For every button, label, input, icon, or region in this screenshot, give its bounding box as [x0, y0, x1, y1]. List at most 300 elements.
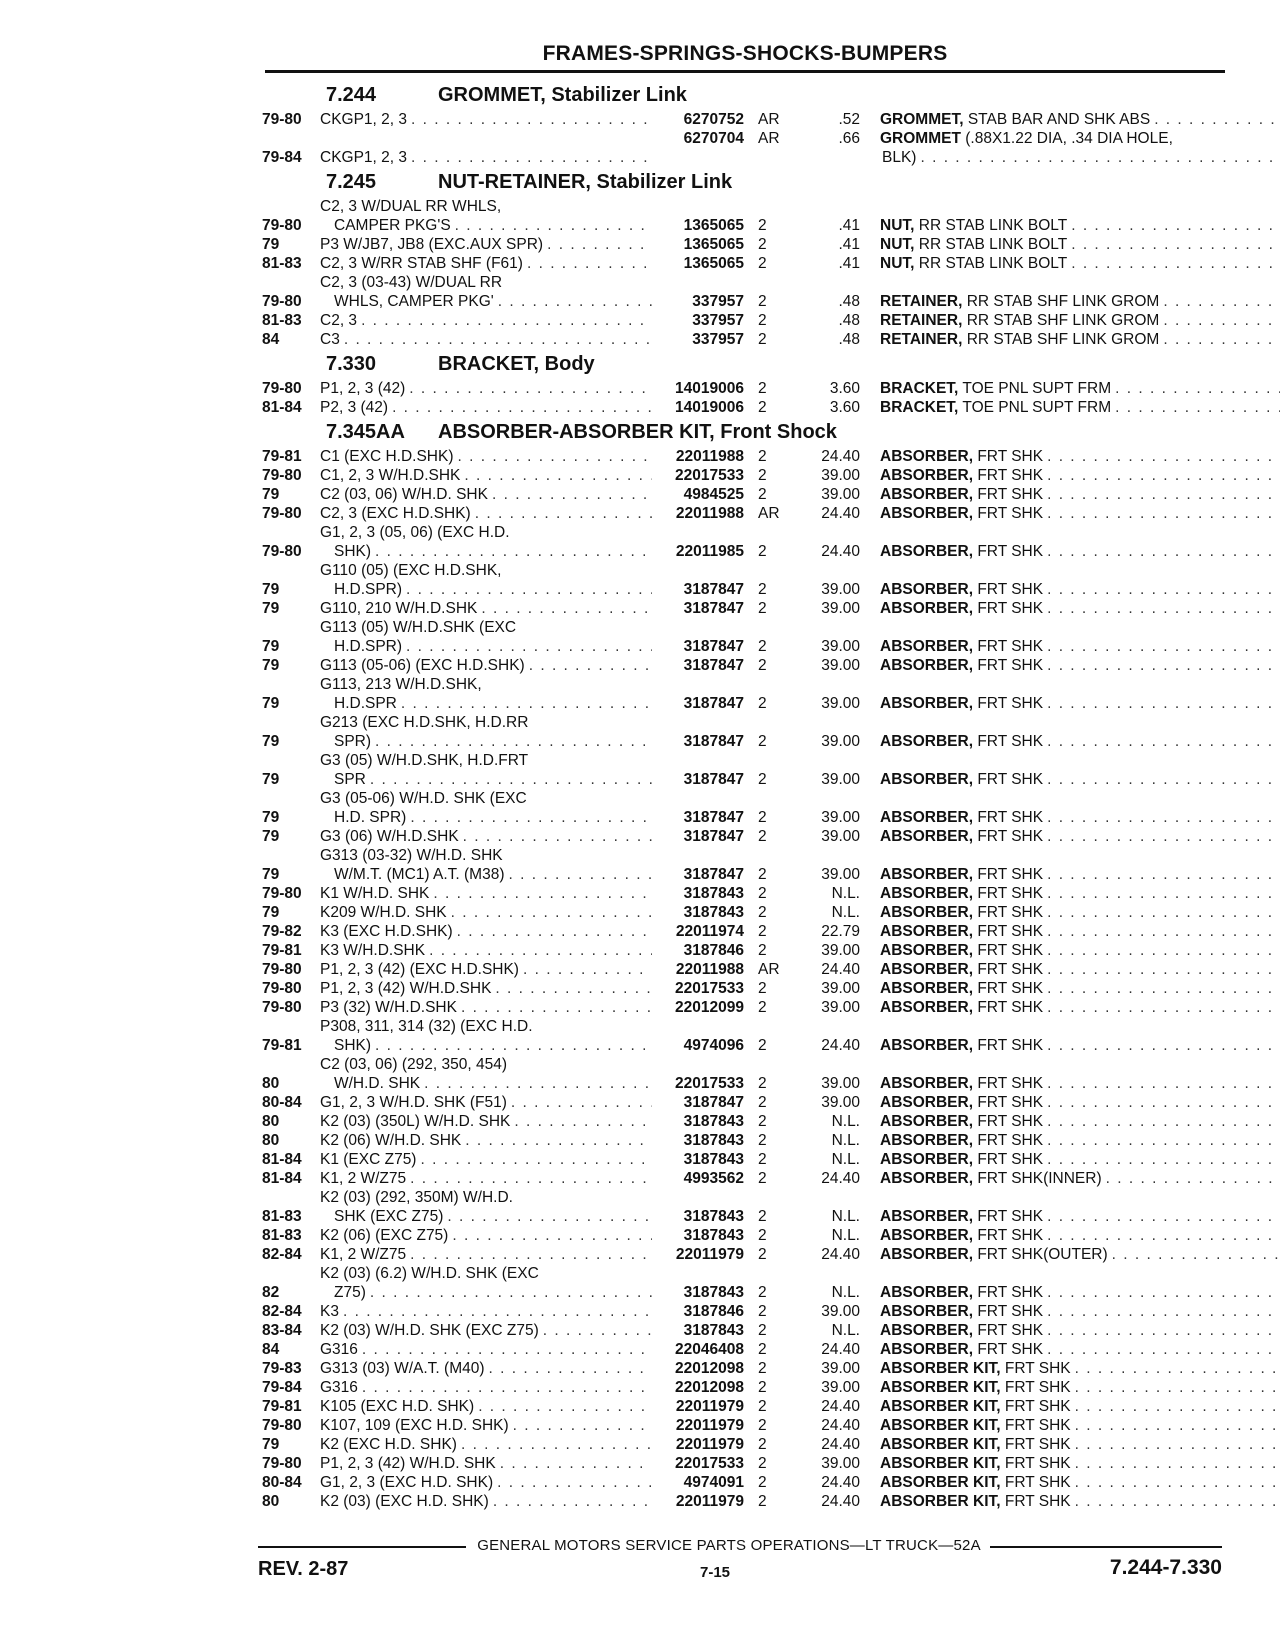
- leader-dots: [1075, 1473, 1280, 1492]
- part-name-bold: ABSORBER,: [880, 904, 974, 921]
- part-number: 22011979: [675, 1493, 744, 1510]
- part-name-bold: ABSORBER KIT,: [880, 1360, 1001, 1377]
- quantity: AR: [758, 111, 780, 128]
- part-name-bold: BRACKET,: [880, 399, 959, 416]
- price: 39.00: [821, 638, 860, 655]
- quantity: 2: [758, 1493, 767, 1510]
- part-name-bold: ABSORBER KIT,: [880, 1493, 1001, 1510]
- part-name: [860, 1378, 1280, 1397]
- part-name-line: [880, 485, 1043, 504]
- part-name-rest: FRT SHK: [977, 1284, 1044, 1301]
- part-name-rest: FRT SHK: [977, 999, 1044, 1016]
- part-name-bold: ABSORBER,: [880, 657, 974, 674]
- part-name: [860, 292, 1280, 311]
- application-desc: [320, 1454, 652, 1473]
- parts-catalog-body: [262, 80, 1228, 1511]
- price: 24.40: [821, 1246, 860, 1263]
- part-name-rest: FRT SHK: [977, 543, 1044, 560]
- application-line-wrap: [320, 1340, 652, 1359]
- model-year: 79-80: [262, 505, 302, 522]
- application-desc: [320, 235, 652, 254]
- quantity: 2: [758, 581, 767, 598]
- model-year: 82-84: [262, 1246, 302, 1263]
- part-name-line: [880, 694, 1043, 713]
- price: .48: [838, 312, 860, 329]
- application-line-wrap: [320, 960, 652, 979]
- quantity: 2: [758, 1151, 767, 1168]
- model-year: 80: [262, 1132, 280, 1149]
- quantity: 2: [758, 1455, 767, 1472]
- part-name-bold: ABSORBER,: [880, 1284, 974, 1301]
- parts-row: [262, 884, 1228, 903]
- leader-dots: [1071, 216, 1280, 235]
- part-name-bold: ABSORBER KIT,: [880, 1455, 1001, 1472]
- application-line: P1, 2, 3 (42) W/H.D. SHK: [320, 1455, 496, 1472]
- part-name: [860, 998, 1280, 1017]
- model-year: 79-82: [262, 923, 302, 940]
- price: 24.40: [821, 1170, 860, 1187]
- quantity: 2: [758, 980, 767, 997]
- application-line: P1, 2, 3 (42) W/H.D.SHK: [320, 980, 492, 997]
- price: 39.00: [821, 1303, 860, 1320]
- part-name-rest: FRT SHK: [1004, 1455, 1071, 1472]
- leader-dots: [1047, 941, 1280, 960]
- part-name: [860, 1226, 1280, 1245]
- application-desc-lines: [320, 1264, 652, 1302]
- application-line-cont: [320, 580, 652, 599]
- part-name-rest: FRT SHK: [1004, 1436, 1071, 1453]
- application-line-wrap: [320, 466, 652, 485]
- leader-dots: [406, 637, 652, 656]
- leader-dots: [362, 1340, 652, 1359]
- part-number: 4974091: [683, 1474, 744, 1491]
- application-line-wrap: [320, 922, 652, 941]
- leader-dots: [424, 1074, 652, 1093]
- model-year: 79-80: [262, 1455, 302, 1472]
- part-name-rest: FRT SHK(OUTER): [977, 1246, 1108, 1263]
- part-name-bold: ABSORBER KIT,: [880, 1474, 1001, 1491]
- part-name-rest: FRT SHK: [977, 1037, 1044, 1054]
- application-desc: [320, 960, 652, 979]
- part-name-line: [880, 466, 1043, 485]
- page-title: FRAMES-SPRINGS-SHOCKS-BUMPERS: [542, 42, 948, 65]
- application-line: G3 (06) W/H.D.SHK: [320, 828, 459, 845]
- application-line: K3 W/H.D.SHK: [320, 942, 426, 959]
- leader-dots: [375, 542, 652, 561]
- application-desc: [320, 1055, 652, 1093]
- part-name: [860, 1169, 1280, 1188]
- part-name-line: [880, 1036, 1043, 1055]
- price: 24.40: [821, 1037, 860, 1054]
- price: 24.40: [821, 1398, 860, 1415]
- application-line-wrap: [320, 1245, 652, 1264]
- part-name-bold: ABSORBER,: [880, 1322, 974, 1339]
- part-name: [860, 1473, 1280, 1492]
- leader-dots: [1047, 1207, 1280, 1226]
- part-name-line: [880, 1416, 1071, 1435]
- application-line-wrap: [320, 827, 652, 846]
- application-line: G213 (EXC H.D.SHK, H.D.RR: [320, 714, 529, 731]
- part-name-line: [880, 1226, 1043, 1245]
- price: 39.00: [821, 1379, 860, 1396]
- parts-row: [262, 1169, 1228, 1188]
- application-line-wrap: [320, 311, 652, 330]
- part-name-extra: BLK): [882, 149, 917, 166]
- application-desc: [320, 1340, 652, 1359]
- parts-row: [262, 1492, 1228, 1511]
- quantity: 2: [758, 1436, 767, 1453]
- parts-row: [262, 1150, 1228, 1169]
- application-desc: [320, 273, 652, 311]
- application-line: K2 (EXC H.D. SHK): [320, 1436, 457, 1453]
- part-name-line: [880, 542, 1043, 561]
- model-year: 81-83: [262, 1227, 302, 1244]
- parts-row: [262, 1245, 1228, 1264]
- application-line: W/M.T. (MC1) A.T. (M38): [334, 866, 505, 883]
- application-desc: [320, 447, 652, 466]
- model-year: 79-81: [262, 942, 302, 959]
- model-year: 79: [262, 904, 280, 921]
- quantity: 2: [758, 999, 767, 1016]
- quantity: 2: [758, 1284, 767, 1301]
- part-name-rest: RR STAB SHF LINK GROM: [966, 312, 1160, 329]
- part-number: 3187847: [683, 809, 744, 826]
- application-desc: [320, 884, 652, 903]
- quantity: AR: [758, 505, 780, 522]
- part-name-line: [880, 1340, 1043, 1359]
- price: N.L.: [831, 904, 860, 921]
- part-name: [860, 1454, 1280, 1473]
- application-line: C2, 3 W/RR STAB SHF (F61): [320, 255, 523, 272]
- part-name: [860, 1093, 1280, 1112]
- model-year: 79-80: [262, 217, 302, 234]
- parts-row: [262, 998, 1228, 1017]
- application-desc: [320, 751, 652, 789]
- application-line: C2, 3 W/DUAL RR WHLS,: [320, 198, 502, 215]
- part-name-rest: FRT SHK: [977, 961, 1044, 978]
- leader-dots: [1047, 922, 1280, 941]
- part-name-rest: FRT SHK: [1004, 1417, 1071, 1434]
- model-year: 79: [262, 771, 280, 788]
- application-line: SPR: [334, 771, 366, 788]
- part-name-line: [880, 1283, 1043, 1302]
- leader-dots: [1163, 311, 1280, 330]
- leader-dots: [1047, 1112, 1280, 1131]
- part-number: 3187846: [683, 1303, 744, 1320]
- leader-dots: [511, 1093, 652, 1112]
- part-name-line: [880, 1378, 1071, 1397]
- leader-dots: [513, 1416, 652, 1435]
- leader-dots: [1115, 398, 1280, 417]
- leader-dots: [411, 148, 652, 167]
- part-name: [860, 732, 1280, 751]
- part-name: [860, 1283, 1280, 1302]
- part-name-line: [880, 1093, 1043, 1112]
- part-number: 1365065: [683, 217, 744, 234]
- parts-row: [262, 311, 1228, 330]
- quantity: 2: [758, 255, 767, 272]
- model-year: 79: [262, 809, 280, 826]
- application-desc: [320, 398, 652, 417]
- part-name-bold: RETAINER,: [880, 293, 963, 310]
- model-year: 79: [262, 657, 280, 674]
- quantity: 2: [758, 1379, 767, 1396]
- parts-row: [262, 1226, 1228, 1245]
- application-line-wrap: [320, 447, 652, 466]
- section-title: BRACKET, Body: [438, 353, 595, 375]
- part-name-bold: ABSORBER,: [880, 486, 974, 503]
- part-name-line: [880, 254, 1067, 273]
- application-line: G1, 2, 3 (EXC H.D. SHK): [320, 1474, 494, 1491]
- part-name-line: [880, 1492, 1071, 1511]
- application-desc: [320, 330, 652, 349]
- price: N.L.: [831, 885, 860, 902]
- price: N.L.: [831, 1284, 860, 1301]
- part-name-bold: ABSORBER,: [880, 1094, 974, 1111]
- parts-row: [262, 561, 1228, 599]
- quantity: 2: [758, 1227, 767, 1244]
- application-desc-lines: [320, 846, 652, 884]
- part-name-bold: ABSORBER,: [880, 733, 974, 750]
- leader-dots: [411, 110, 652, 129]
- application-line: K2 (06) W/H.D. SHK: [320, 1132, 462, 1149]
- application-line: P3 (32) W/H.D.SHK: [320, 999, 457, 1016]
- application-desc: [320, 148, 652, 167]
- model-year: 79-80: [262, 380, 302, 397]
- application-desc: [320, 789, 652, 827]
- application-line: SHK (EXC Z75): [334, 1208, 444, 1225]
- price: N.L.: [831, 1208, 860, 1225]
- leader-dots: [489, 1359, 652, 1378]
- part-name-bold: ABSORBER,: [880, 828, 974, 845]
- quantity: 2: [758, 467, 767, 484]
- part-name-rest: FRT SHK: [977, 1151, 1044, 1168]
- leader-dots: [1047, 656, 1280, 675]
- application-line-cont: [320, 637, 652, 656]
- application-line-wrap: [320, 235, 652, 254]
- parts-row: [262, 675, 1228, 713]
- leader-dots: [362, 1378, 652, 1397]
- application-line: G113, 213 W/H.D.SHK,: [320, 676, 482, 693]
- leader-dots: [523, 960, 652, 979]
- quantity: 2: [758, 657, 767, 674]
- part-number: 3187847: [683, 828, 744, 845]
- part-name: [860, 694, 1280, 713]
- quantity: 2: [758, 733, 767, 750]
- part-name: [860, 398, 1280, 417]
- quantity: 2: [758, 236, 767, 253]
- price: 24.40: [821, 1474, 860, 1491]
- leader-dots: [514, 1112, 652, 1131]
- application-line: SPR): [334, 733, 372, 750]
- application-line-cont: [320, 1283, 652, 1302]
- part-number: 6270704: [683, 130, 744, 147]
- leader-dots: [1047, 808, 1280, 827]
- application-desc-lines: [320, 675, 652, 713]
- part-name-bold: ABSORBER,: [880, 771, 974, 788]
- application-desc-lines: [320, 197, 652, 235]
- application-line-wrap: [320, 398, 652, 417]
- application-desc: [320, 979, 652, 998]
- part-name: [860, 827, 1280, 846]
- part-name-rest: FRT SHK(INNER): [977, 1170, 1102, 1187]
- quantity: 2: [758, 904, 767, 921]
- part-name: [860, 1492, 1280, 1511]
- parts-row: [262, 379, 1228, 398]
- part-number: 3187846: [683, 942, 744, 959]
- application-line-wrap: [320, 1150, 652, 1169]
- part-number: 22046408: [675, 1341, 744, 1358]
- application-line: C2 (03, 06) (292, 350, 454): [320, 1056, 507, 1073]
- price: .41: [838, 255, 860, 272]
- application-line: K1, 2 W/Z75: [320, 1246, 407, 1263]
- section-title: ABSORBER-ABSORBER KIT, Front Shock: [438, 421, 837, 443]
- part-name-bold: ABSORBER,: [880, 1246, 974, 1263]
- leader-dots: [478, 1397, 652, 1416]
- part-name-line: [880, 110, 1150, 129]
- leader-dots: [498, 292, 652, 311]
- price: 39.00: [821, 695, 860, 712]
- leader-dots: [1047, 637, 1280, 656]
- leader-dots: [409, 379, 652, 398]
- price: .48: [838, 293, 860, 310]
- parts-row: [262, 398, 1228, 417]
- leader-dots: [463, 827, 652, 846]
- part-name-bold: ABSORBER,: [880, 581, 974, 598]
- leader-dots: [1047, 542, 1280, 561]
- quantity: 2: [758, 380, 767, 397]
- price: 3.60: [829, 399, 860, 416]
- price: 39.00: [821, 657, 860, 674]
- part-name-line: [880, 1397, 1071, 1416]
- application-line: C2, 3: [320, 312, 358, 329]
- page-number: 7-15: [700, 1564, 731, 1581]
- part-number: 22011979: [675, 1436, 744, 1453]
- part-name-rest: FRT SHK: [977, 1113, 1044, 1130]
- part-name-line: [880, 827, 1043, 846]
- application-line-cont: [320, 694, 652, 713]
- application-line: K2 (03) W/H.D. SHK (EXC Z75): [320, 1322, 539, 1339]
- part-name-rest: FRT SHK: [977, 581, 1044, 598]
- parts-row: [262, 1093, 1228, 1112]
- application-desc: [320, 379, 652, 398]
- application-desc: [320, 846, 652, 884]
- parts-row: [262, 960, 1228, 979]
- part-number: 3187847: [683, 600, 744, 617]
- parts-row: [262, 523, 1228, 561]
- part-number: 22012098: [675, 1360, 744, 1377]
- application-line: P1, 2, 3 (42): [320, 380, 406, 397]
- application-line-wrap: [320, 1416, 652, 1435]
- part-name-bold: ABSORBER KIT,: [880, 1417, 1001, 1434]
- model-year: 79: [262, 638, 280, 655]
- application-line-wrap: [320, 656, 652, 675]
- part-name-rest: FRT SHK: [977, 1303, 1044, 1320]
- model-year: 79-83: [262, 1360, 302, 1377]
- application-line: G316: [320, 1379, 358, 1396]
- leader-dots: [420, 1150, 652, 1169]
- part-number: 22011979: [675, 1398, 744, 1415]
- parts-row: [262, 846, 1228, 884]
- part-name-bold: ABSORBER,: [880, 942, 974, 959]
- leader-dots: [1075, 1454, 1280, 1473]
- quantity: 2: [758, 312, 767, 329]
- part-name-line: [880, 865, 1043, 884]
- part-name: [860, 808, 1280, 827]
- price: N.L.: [831, 1227, 860, 1244]
- leader-dots: [527, 254, 652, 273]
- leader-dots: [1075, 1359, 1280, 1378]
- leader-dots: [529, 656, 652, 675]
- model-year: 80: [262, 1493, 280, 1510]
- section-number: 7.244: [326, 84, 377, 106]
- parts-row: [262, 273, 1228, 311]
- part-number: 14019006: [675, 399, 744, 416]
- application-desc: [320, 656, 652, 675]
- application-desc: [320, 311, 652, 330]
- part-name-line: [880, 656, 1043, 675]
- part-number: 6270752: [683, 111, 744, 128]
- model-year: 80-84: [262, 1474, 302, 1491]
- model-year: 79-80: [262, 961, 302, 978]
- application-line: K1, 2 W/Z75: [320, 1170, 407, 1187]
- parts-row: [262, 789, 1228, 827]
- leader-dots: [543, 1321, 652, 1340]
- part-name-bold: ABSORBER KIT,: [880, 1379, 1001, 1396]
- part-name-line: [880, 379, 1111, 398]
- part-name-rest: FRT SHK: [977, 1227, 1044, 1244]
- part-name: [860, 235, 1280, 254]
- parts-row: [262, 922, 1228, 941]
- price: 39.00: [821, 467, 860, 484]
- model-year: 83-84: [262, 1322, 302, 1339]
- application-line: WHLS, CAMPER PKG': [334, 293, 494, 310]
- part-name-bold: ABSORBER,: [880, 1303, 974, 1320]
- model-year: 81-84: [262, 1151, 302, 1168]
- price: 22.79: [821, 923, 860, 940]
- parts-row: [262, 1416, 1228, 1435]
- leader-dots: [392, 398, 652, 417]
- leader-dots: [461, 1435, 652, 1454]
- leader-dots: [1047, 1150, 1280, 1169]
- application-line: P308, 311, 314 (32) (EXC H.D.: [320, 1018, 533, 1035]
- price: 24.40: [821, 1417, 860, 1434]
- part-name-rest: (.88X1.22 DIA, .34 DIA HOLE,: [965, 130, 1173, 147]
- application-line-wrap: [320, 504, 652, 523]
- part-name: [860, 922, 1280, 941]
- part-name-line: [880, 235, 1067, 254]
- quantity: 2: [758, 1037, 767, 1054]
- part-number: 14019006: [675, 380, 744, 397]
- application-line: C2, 3 (03-43) W/DUAL RR: [320, 274, 503, 291]
- part-number: 3187843: [683, 1132, 744, 1149]
- price: 39.00: [821, 866, 860, 883]
- application-line-cont: [320, 808, 652, 827]
- application-desc-lines: [320, 789, 652, 827]
- application-desc: [320, 922, 652, 941]
- leader-dots: [1071, 254, 1280, 273]
- part-name-rest: RR STAB SHF LINK GROM: [966, 331, 1160, 348]
- model-year: 79-80: [262, 467, 302, 484]
- part-name-lines: [880, 129, 1280, 167]
- part-name-bold: GROMMET: [880, 130, 961, 147]
- quantity: 2: [758, 1246, 767, 1263]
- parts-row: [262, 1397, 1228, 1416]
- part-number: 22011988: [675, 961, 744, 978]
- part-name-rest: FRT SHK: [977, 923, 1044, 940]
- application-line-cont: [320, 216, 652, 235]
- leader-dots: [1047, 998, 1280, 1017]
